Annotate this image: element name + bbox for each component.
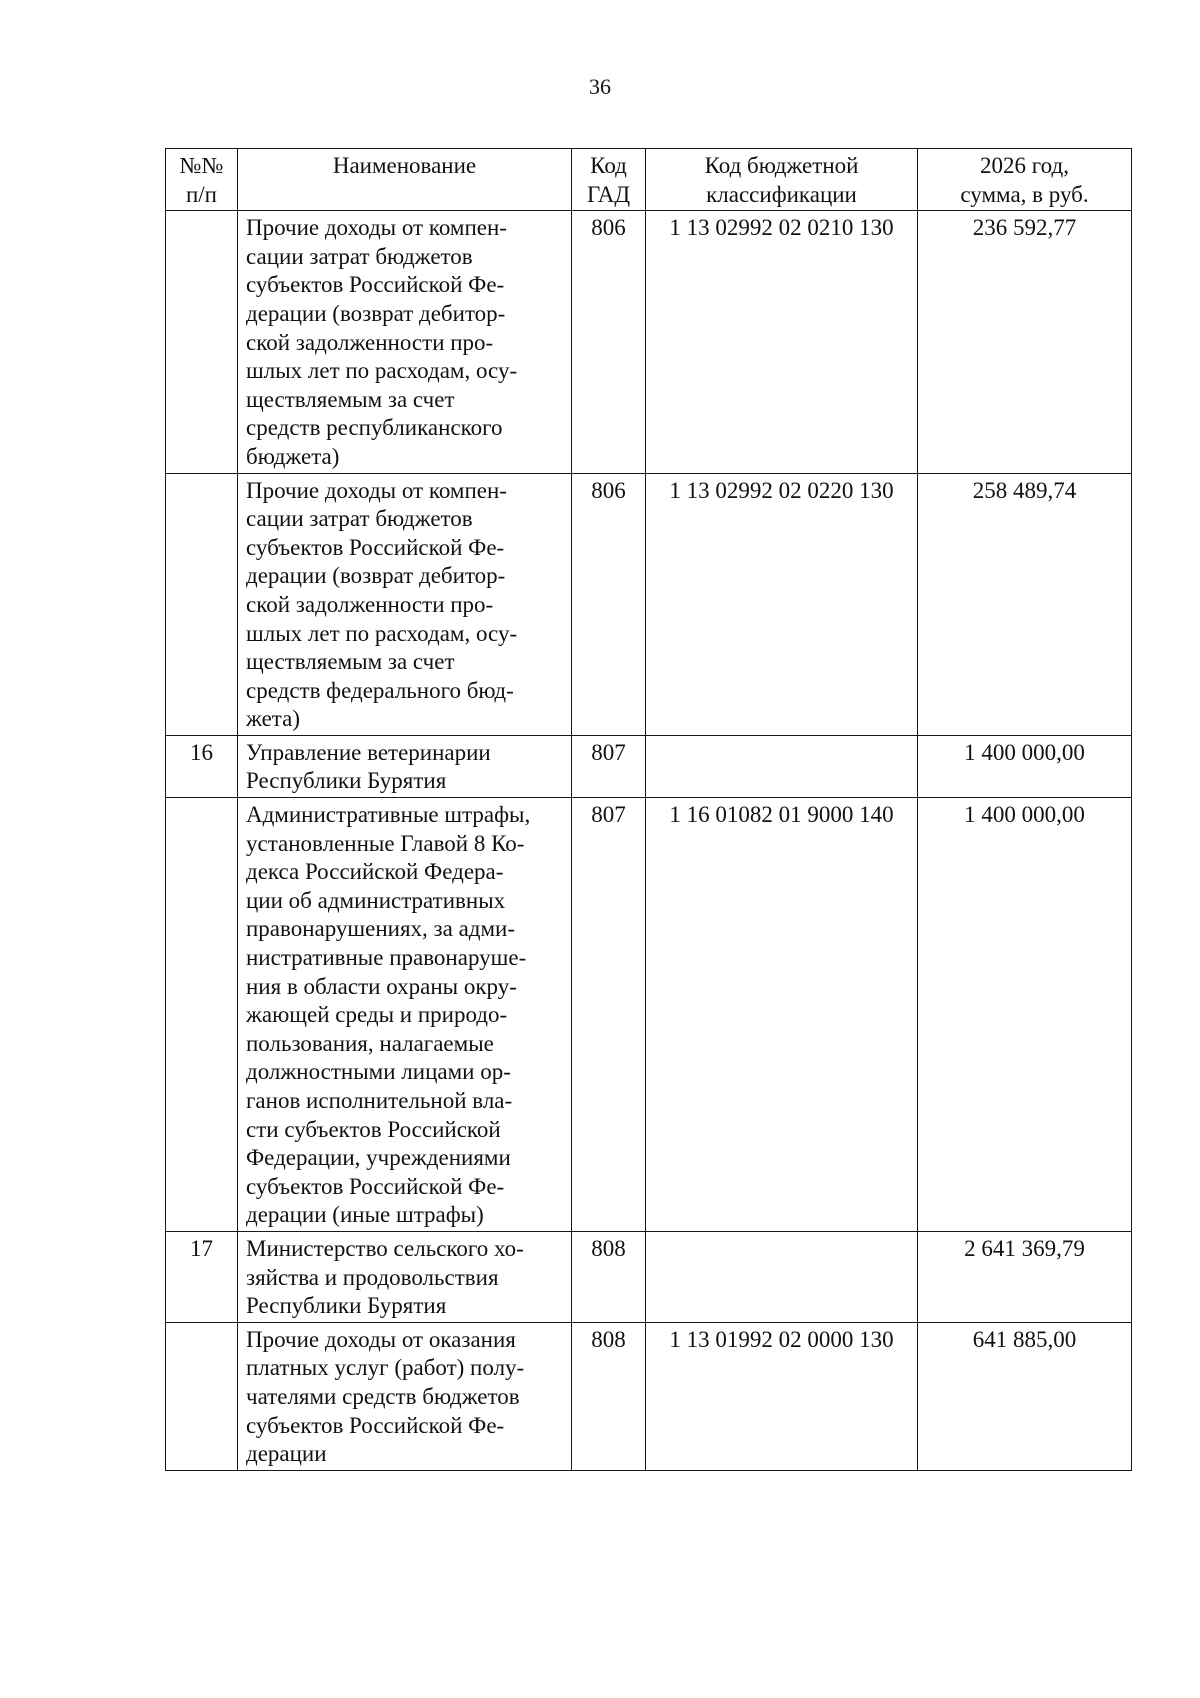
row-name-line: ции об административных xyxy=(246,887,506,913)
row-name-cell xyxy=(238,798,572,1232)
row-amount-cell: 236 592,77 xyxy=(918,211,1132,473)
row-budget-code-cell xyxy=(646,735,918,797)
budget-revenue-table xyxy=(165,148,1132,1471)
row-name-line: дерации (возврат дебитор- xyxy=(246,300,506,326)
row-name-line: чателями средств бюджетов xyxy=(246,1383,520,1409)
row-name-cell xyxy=(238,211,572,473)
row-gad-code-cell: 807 xyxy=(572,735,646,797)
table-header-row xyxy=(166,149,1132,211)
row-name-line: субъектов Российской Фе- xyxy=(246,1173,505,1199)
row-name-line: пользования, налагаемые xyxy=(246,1030,494,1056)
row-budget-code-cell: 1 13 02992 02 0220 130 xyxy=(646,473,918,735)
row-name-line: Управление ветеринарии xyxy=(246,739,491,765)
row-name-line: Прочие доходы от компен- xyxy=(246,215,507,241)
row-name-line: дерации (иные штрафы) xyxy=(246,1202,484,1228)
row-amount-cell: 641 885,00 xyxy=(918,1322,1132,1470)
row-gad-code-cell: 806 xyxy=(572,473,646,735)
row-name-line: шлых лет по расходам, осу- xyxy=(246,620,518,646)
row-name-line: средств республиканского xyxy=(246,415,503,441)
row-name-line: зяйства и продовольствия xyxy=(246,1264,499,1290)
row-number-cell: 16 xyxy=(166,735,238,797)
header-number: №№ п/п xyxy=(166,149,238,211)
row-gad-code-cell: 808 xyxy=(572,1231,646,1322)
row-name-cell xyxy=(238,473,572,735)
row-name-line: дерации (возврат дебитор- xyxy=(246,563,506,589)
row-name-line: декса Российской Федера- xyxy=(246,859,504,885)
row-name-line: ществляемым за счет xyxy=(246,386,455,412)
row-amount-cell: 258 489,74 xyxy=(918,473,1132,735)
row-name-line: Республики Бурятия xyxy=(246,1293,447,1319)
row-name-line: ния в области охраны окру- xyxy=(246,973,517,999)
row-name-line: установленные Главой 8 Ко- xyxy=(246,830,525,856)
row-name-line: субъектов Российской Фе- xyxy=(246,534,505,560)
row-budget-code-cell: 1 13 01992 02 0000 130 xyxy=(646,1322,918,1470)
table-row xyxy=(166,798,1132,1232)
row-name-line: Федерации, учреждениями xyxy=(246,1145,511,1171)
row-gad-code-cell: 806 xyxy=(572,211,646,473)
table-body xyxy=(166,211,1132,1471)
row-name-line: Министерство сельского хо- xyxy=(246,1235,524,1261)
row-name-line: ганов исполнительной вла- xyxy=(246,1088,513,1113)
row-name-line: сации затрат бюджетов xyxy=(246,243,473,269)
row-name-line: шлых лет по расходам, осу- xyxy=(246,358,518,384)
row-budget-code-cell xyxy=(646,1231,918,1322)
row-name-cell xyxy=(238,735,572,797)
table-row xyxy=(166,473,1132,735)
row-name-line: нистративные правонаруше- xyxy=(246,945,527,971)
row-gad-code-cell: 807 xyxy=(572,798,646,1232)
row-name-line: субъектов Российской Фе- xyxy=(246,1412,505,1438)
row-name-line: жающей среды и природо- xyxy=(246,1002,508,1028)
row-number-cell xyxy=(166,798,238,1232)
row-number-cell xyxy=(166,1322,238,1470)
row-name-line: Республики Бурятия xyxy=(246,768,447,794)
row-amount-cell: 2 641 369,79 xyxy=(918,1231,1132,1322)
row-name-line: Прочие доходы от оказания xyxy=(246,1326,516,1352)
row-gad-code-cell: 808 xyxy=(572,1322,646,1470)
header-gad-code: Код ГАД xyxy=(572,149,646,211)
table-row xyxy=(166,1322,1132,1470)
page-number: 36 xyxy=(589,74,611,99)
row-name-line: дерации xyxy=(246,1441,327,1467)
row-name-cell xyxy=(238,1231,572,1322)
row-name-line: ской задолженности про- xyxy=(246,591,494,617)
row-name-line: субъектов Российской Фе- xyxy=(246,272,505,298)
row-name-line: Административные штрафы, xyxy=(246,802,531,828)
row-amount-cell: 1 400 000,00 xyxy=(918,735,1132,797)
row-name-line: Прочие доходы от компен- xyxy=(246,477,507,503)
row-budget-code-cell: 1 13 02992 02 0210 130 xyxy=(646,211,918,473)
row-number-cell: 17 xyxy=(166,1231,238,1322)
row-name-line: платных услуг (работ) полу- xyxy=(246,1355,525,1381)
row-name-line: средств федерального бюд- xyxy=(246,677,514,703)
row-name-line: жета) xyxy=(246,706,300,732)
row-name-line: сации затрат бюджетов xyxy=(246,506,473,532)
row-name-cell xyxy=(238,1322,572,1470)
table-row xyxy=(166,735,1132,797)
row-name-line: ской задолженности про- xyxy=(246,329,494,355)
table-row xyxy=(166,211,1132,473)
row-name-line: должностными лицами ор- xyxy=(246,1059,511,1085)
row-number-cell xyxy=(166,473,238,735)
header-name: Наименование xyxy=(238,149,572,211)
header-budget-classification-code: Код бюджетной классификации xyxy=(646,149,918,211)
row-budget-code-cell: 1 16 01082 01 9000 140 xyxy=(646,798,918,1232)
row-name-line: правонарушениях, за адми- xyxy=(246,916,516,942)
row-name-line: бюджета) xyxy=(246,443,340,469)
row-amount-cell: 1 400 000,00 xyxy=(918,798,1132,1232)
row-name-line: сти субъектов Российской xyxy=(246,1116,501,1142)
row-number-cell xyxy=(166,211,238,473)
row-name-line: ществляемым за счет xyxy=(246,649,455,675)
table-row xyxy=(166,1231,1132,1322)
header-amount-2026: 2026 год, сумма, в руб. xyxy=(918,149,1132,211)
